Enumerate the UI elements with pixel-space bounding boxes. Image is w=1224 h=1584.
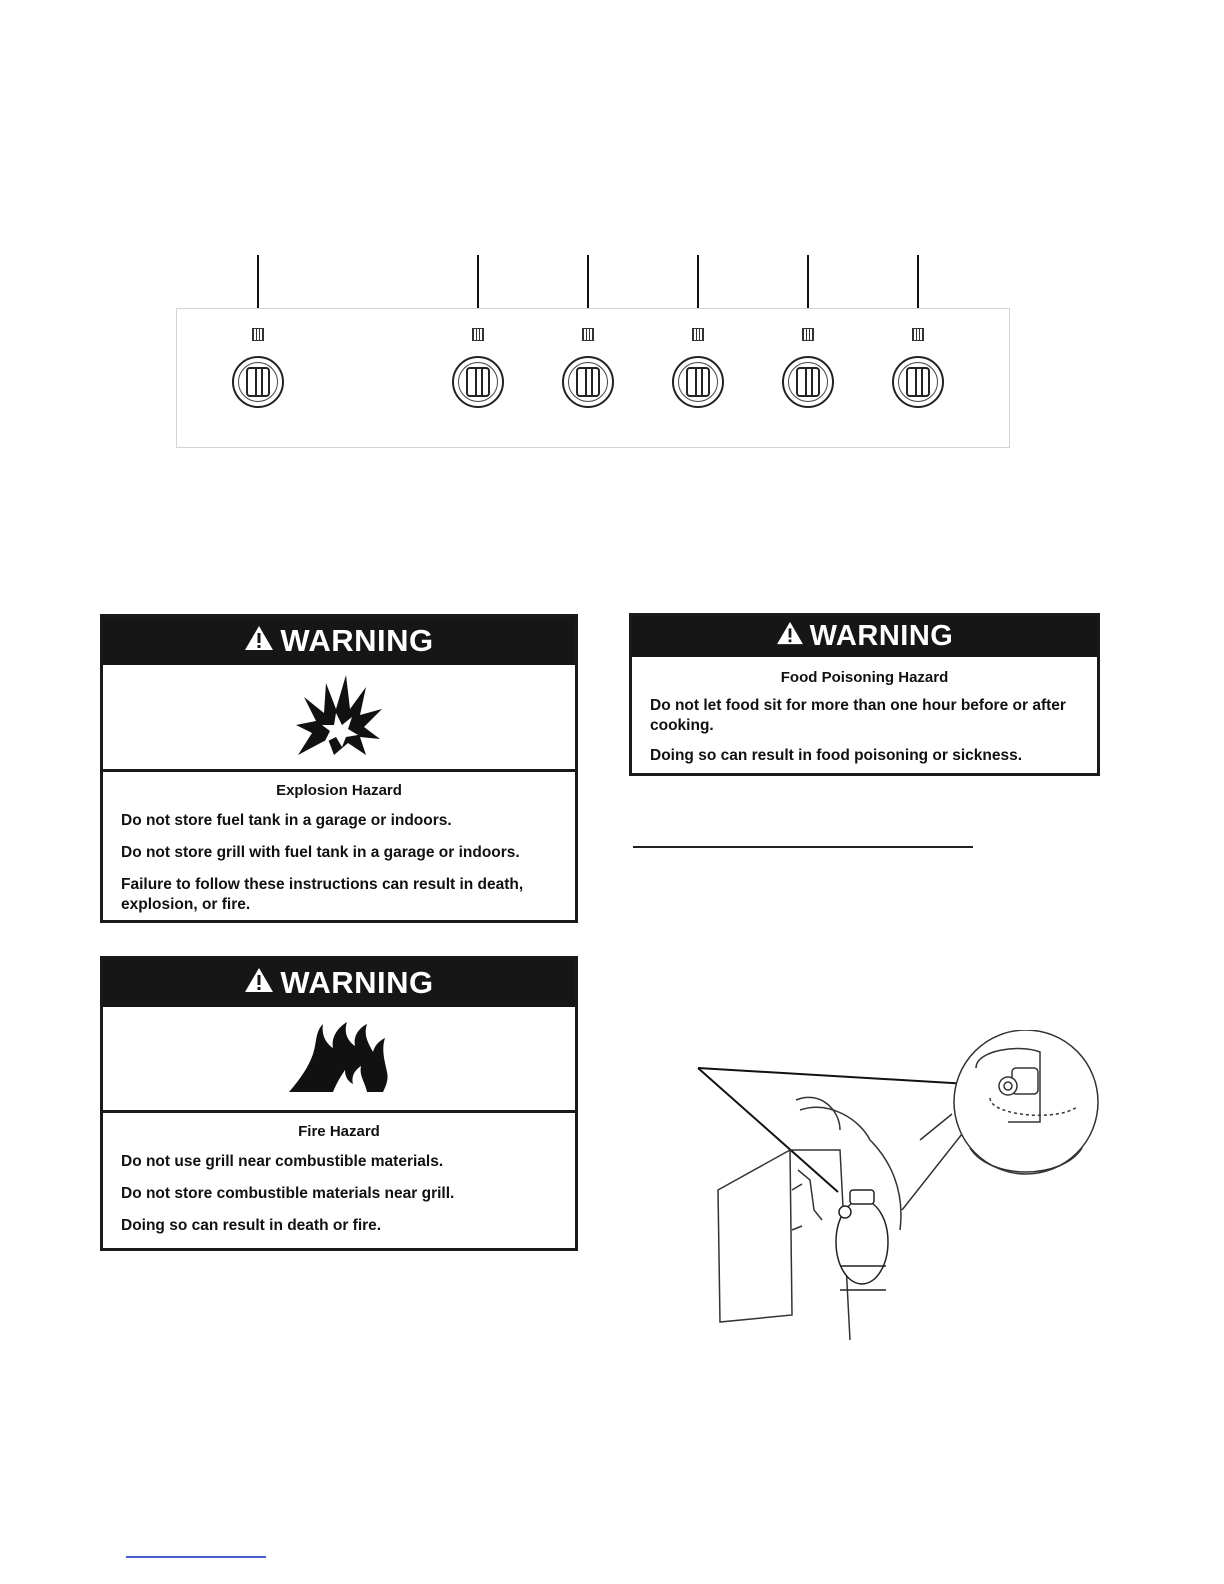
warning-line: Do not store grill with fuel tank in a garage or indoors. [121,844,520,861]
burner-control-knob [452,356,504,408]
warning-heading: WARNING [809,620,954,652]
warning-box-food-poisoning [629,613,1100,776]
hazard-title: Fire Hazard [298,1123,380,1140]
burner-control-knob [232,356,284,408]
warning-line: Failure to follow these instructions can result in death, explosion, or fire. [121,876,524,913]
warning-triangle-icon [776,620,804,653]
warning-heading: WARNING [280,965,434,1000]
burner-indicator-light [912,328,924,341]
warning-line: Do not use grill near combustible materials. [121,1153,444,1170]
warning-triangle-icon [244,965,274,1001]
lp-tank-connection-illustration [690,1030,1110,1350]
warning-box-fire [100,956,578,1251]
warning-line: Do not let food sit for more than one hour before or after cooking. [650,697,1066,734]
warning-header [632,616,1097,657]
magnified-detail-circle [954,1030,1098,1174]
warning-body [632,657,1097,774]
burner-indicator-light [252,328,264,341]
burner-indicator-light [802,328,814,341]
hazard-title: Food Poisoning Hazard [780,669,949,686]
warning-line: Do not store combustible materials near grill. [121,1185,455,1202]
footer-link-underline[interactable] [126,1556,266,1558]
burner-control-knob [672,356,724,408]
warning-body [103,772,575,923]
fire-icon [287,1018,391,1099]
warning-pictogram [103,1007,575,1113]
warning-line: Doing so can result in death or fire. [121,1217,382,1234]
warning-line: Doing so can result in food poisoning or sickness. [650,747,1023,764]
warning-triangle-icon [244,623,274,659]
warning-heading: WARNING [280,623,434,658]
section-rule [633,846,973,848]
warning-header [103,959,575,1007]
hazard-title: Explosion Hazard [276,782,402,799]
burner-control-knob [562,356,614,408]
burner-indicator-light [472,328,484,341]
warning-box-explosion [100,614,578,923]
warning-pictogram [103,665,575,772]
warning-line: Do not store fuel tank in a garage or indoors. [121,812,452,829]
warning-header [103,617,575,665]
burner-control-knob [892,356,944,408]
warning-body [103,1113,575,1244]
explosion-icon [294,673,384,762]
burner-indicator-light [582,328,594,341]
propane-tank-icon [836,1190,888,1290]
burner-indicator-light [692,328,704,341]
burner-control-knob [782,356,834,408]
